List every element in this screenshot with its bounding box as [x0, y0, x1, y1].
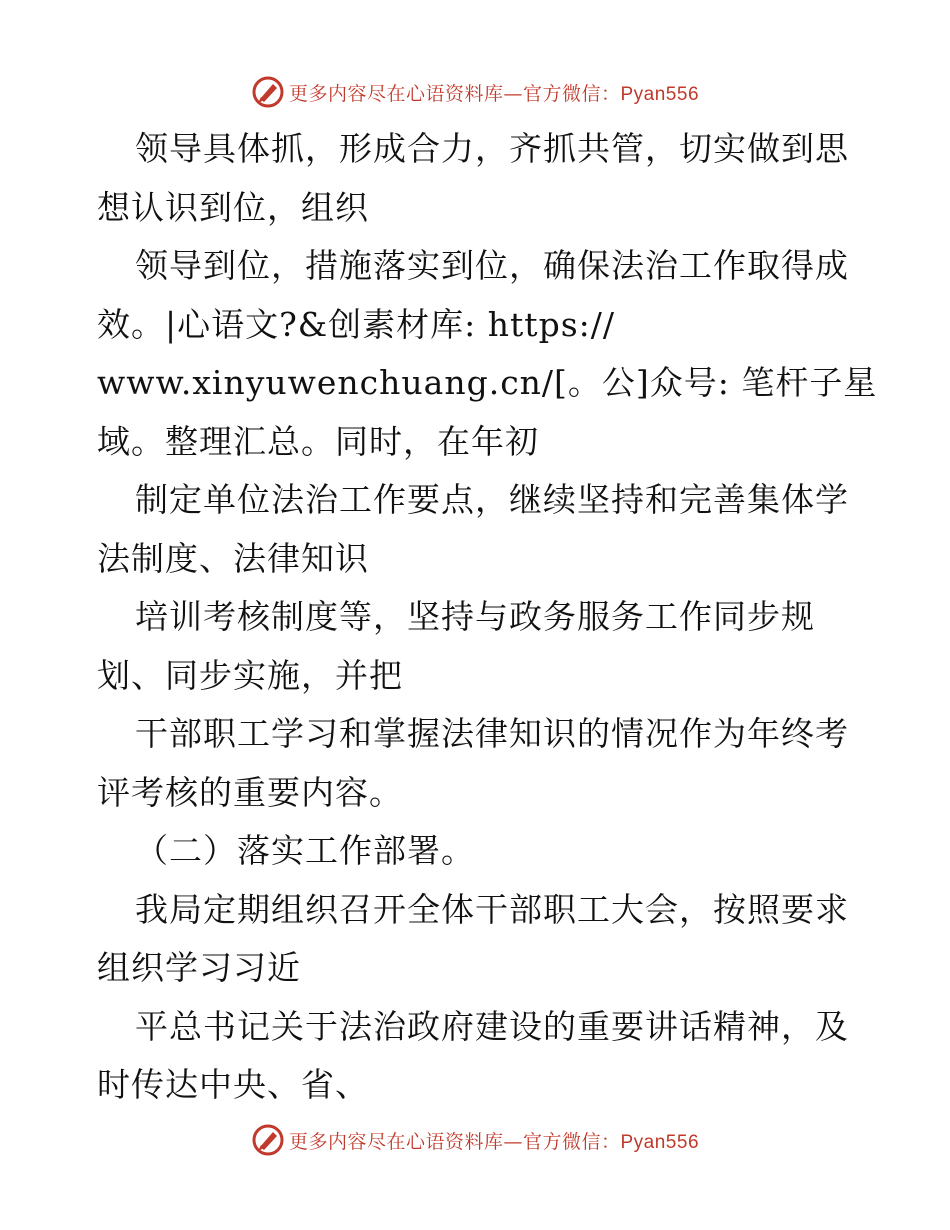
text-line: 干部职工学习和掌握法律知识的情况作为年终考: [135, 714, 849, 753]
text-line: 领导到位，措施落实到位，确保法治工作取得成: [135, 246, 849, 285]
text-line: 组织学习习近: [97, 948, 301, 987]
section-heading: （二）落实工作部署。: [135, 831, 475, 870]
text-line: 我局定期组织召开全体干部职工大会，按照要求: [135, 889, 849, 929]
text-line: 法制度、法律知识: [97, 538, 369, 578]
text-line: 平总书记关于法治政府建设的重要讲话精神，及: [135, 1006, 849, 1046]
text-line: 效。|心语文?&创素材库: https://: [97, 304, 615, 344]
text-line: 培训考核制度等，坚持与政务服务工作同步规: [135, 597, 815, 636]
document-body: [97, 120, 878, 1115]
footer-banner-text: [289, 1127, 699, 1154]
footer-banner-wechat-id: Pyan556: [620, 1131, 700, 1153]
pen-nib-logo-icon: [251, 75, 285, 109]
text-line: 划、同步实施，并把: [97, 655, 403, 695]
text-line: 想认识到位，组织: [97, 187, 369, 227]
header-banner-text: [289, 79, 699, 106]
footer-watermark-banner: [0, 1120, 950, 1160]
footer-banner-label: 更多内容尽在心语资料库—官方微信：: [288, 1130, 621, 1153]
header-banner-label: 更多内容尽在心语资料库—官方微信：: [288, 82, 621, 105]
text-line: 评考核的重要内容。: [97, 772, 403, 812]
text-line: 域。整理汇总。同时，在年初: [97, 421, 539, 461]
text-line: 制定单位法治工作要点，继续坚持和完善集体学: [135, 480, 849, 519]
header-watermark-banner: [0, 72, 950, 112]
header-banner-wechat-id: Pyan556: [620, 83, 700, 105]
text-line: www.xinyuwenchuang.cn/[。公]众号: 笔杆子星: [97, 363, 878, 402]
text-line: 领导具体抓，形成合力，齐抓共管，切实做到思: [135, 129, 849, 168]
pen-nib-logo-icon: [251, 1123, 285, 1157]
text-line: 时传达中央、省、: [97, 1065, 369, 1104]
